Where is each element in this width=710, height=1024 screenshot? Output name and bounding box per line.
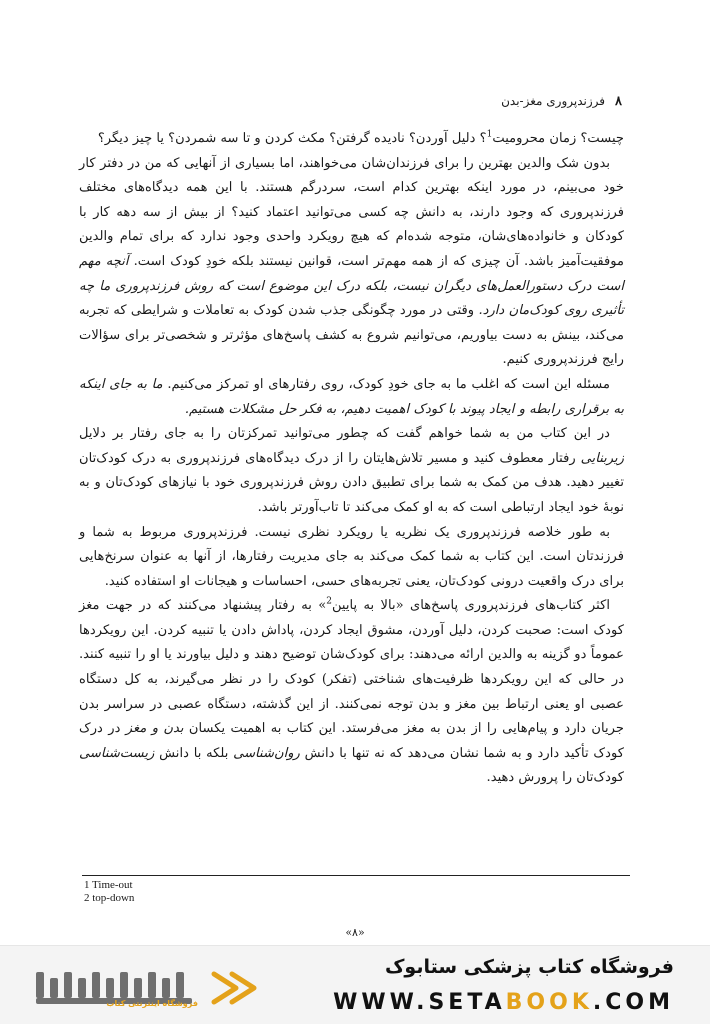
text-span: بدون شک والدین بهترین را برای فرزندان‌شان می‌خواهند، اما بسیاری از آنهایی که من در دفتر کار خود می‌بینم، در مورد اینکه بهترین کدام است، سردرگم هستند. با این همه دیدگاه‌های مختلف فرزندپروری که وجود دارند، به دانش چه کسی می‌توانید اعتماد کنید؟ از بیش از سه دهه کار با کودکان و خانواده‌های‌شان، متوجه شده‌ام که هیچ رویکرد واحدی وجود ندارد که برای تمام والدین موفقیت‌آمیز باشد. آن چیزی که از همه مهم‌تر است، قوانین نیستند بلکه خودِ کودک است. xyxy=(79,155,624,269)
text-span: ؟ دلیل آوردن؟ نادیده گرفتن؟ مکث کردن و تا سه شمردن؟ یا چیز دیگر؟ xyxy=(97,131,487,146)
paragraph-3 xyxy=(79,373,624,422)
text-span: در درک کودک تأکید دارد و به شما نشان می‌دهد که نه تنها با دانش xyxy=(79,721,624,761)
paragraph-4 xyxy=(79,422,624,520)
setabook-logo-icon[interactable] xyxy=(28,964,278,1012)
body-text xyxy=(79,127,624,791)
logo-tagline: فروشگاه اینترنتی کتاب xyxy=(106,999,198,1008)
paragraph-1 xyxy=(79,127,624,152)
store-url[interactable] xyxy=(333,990,674,1015)
emphasis: زیست‌شناسی xyxy=(79,745,155,761)
text-span: مسئله این است که اغلب ما به جای خودِ کودک، روی رفتارهای او تمرکز می‌کنیم. xyxy=(167,376,610,392)
url-part-accent: BOOK xyxy=(505,990,593,1015)
book-title: فرزندپروری مغز-بدن xyxy=(501,94,606,108)
text-span: » به رفتار پیشنهاد می‌کنند که در جهت مغز کودک است: صحبت کردن، دلیل آوردن، مشوق ایجاد کردن، پاداش دادن یا تنبیه کردن. این رویکردها عموماً دو گزینه به والدین ارائه می‌دهند: برای کودک‌شان توضیح دهند و دلیل بیاورند یا او را تنبیه کنند. در حالی که این رویکردها ظرفیت‌های شناختی (تفکر) کودک را در نظر می‌گیرند، به کل دستگاه عصبی او یعنی ارتباط بین مغز و بدن توجه نمی‌کنند. از این گذشته، دستگاه عصبی در سراسر بدن جریان دارد و پیام‌هایی را از بدن به مغز می‌فرستد. این کتاب به اهمیت یکسان xyxy=(79,598,624,737)
paragraph-6 xyxy=(79,594,624,791)
emphasis: روان‌شناسی xyxy=(233,745,300,761)
running-head xyxy=(88,94,622,109)
footnote-1: 1 Time-out xyxy=(84,879,133,891)
text-span: رفتار معطوف کنید و مسیر تلاش‌هایتان را از درک دیدگاه‌های فرزندپروری به درک کودک‌تان تغییر دهید. هدف من کمک به شما برای تطبیق دادن روش فرزندپروری خود با نیازهای کودک‌تان و به نوبهٔ خود ایجاد ارتباطی است که به او کمک می‌کند تا تاب‌آورتر باشد. xyxy=(79,450,624,515)
emphasis: بدن و مغز xyxy=(125,721,184,737)
text-span: در این کتاب من به شما خواهم گفت که چطور می‌توانید تمرکزتان را به جای رفتار بر دلایل xyxy=(79,426,610,442)
text-span: کودک‌تان را پرورش دهید. xyxy=(486,770,624,786)
footnote-2: 2 top-down xyxy=(84,892,135,904)
paragraph-2 xyxy=(79,152,624,373)
footer-page-number: «۸» xyxy=(345,926,365,939)
paragraph-5: به طور خلاصه فرزندپروری یک نظریه یا رویکرد نظری نیست. فرزندپروری مربوط به شما و فرزندتان است. این کتاب به شما کمک می‌کند به جای مدیریت رفتارها، از آنها به عنوان سرنخ‌هایی برای درک واقعیت درونی کودک‌تان، یعنی تجربه‌های حسی، احساسات و هیجانات او استفاده کنید. xyxy=(79,524,624,589)
emphasis: ما به جای اینکه به برقراری رابطه و ایجاد پیوند با کودک اهمیت دهیم، به فکر حل مشکلات هستیم. xyxy=(79,376,624,417)
footnote-ref[interactable]: 1 xyxy=(486,129,493,140)
text-span: وقتی در مورد چگونگی جذب شدن کودک به تعاملات و شرایطی که تجربه می‌کند، بینش به دست بیاوریم، می‌توانیم شروع به کشف پاسخ‌های مؤثرتر و شخصی‌تر برای سؤالات رایج فرزندپروری کنیم. xyxy=(79,303,624,368)
footnote-ref[interactable]: 2 xyxy=(326,596,332,607)
url-part: .COM xyxy=(592,990,674,1015)
emphasis: آنچه مهم است درک دستورالعمل‌های دیگران نیست، بلکه درک این موضوع است که روش فرزندپروری ما چه تأثیری روی کودک‌مان دارد. xyxy=(79,253,625,319)
emphasis: زیربنایی xyxy=(580,450,624,466)
shop-name: فروشگاه کتاب پزشکی ستابوک xyxy=(384,956,674,978)
store-banner[interactable] xyxy=(0,945,710,1024)
text-span: اکثر کتاب‌های فرزندپروری پاسخ‌های «بالا به پایین xyxy=(331,598,610,614)
text-span: چیست؟ زمان محرومیت xyxy=(492,131,624,146)
page-number: ۸ xyxy=(615,94,622,109)
url-part: WWW.SETA xyxy=(333,990,506,1015)
footnotes xyxy=(84,879,134,905)
footnote-divider xyxy=(82,875,630,876)
text-span: بلکه با دانش xyxy=(159,745,229,761)
